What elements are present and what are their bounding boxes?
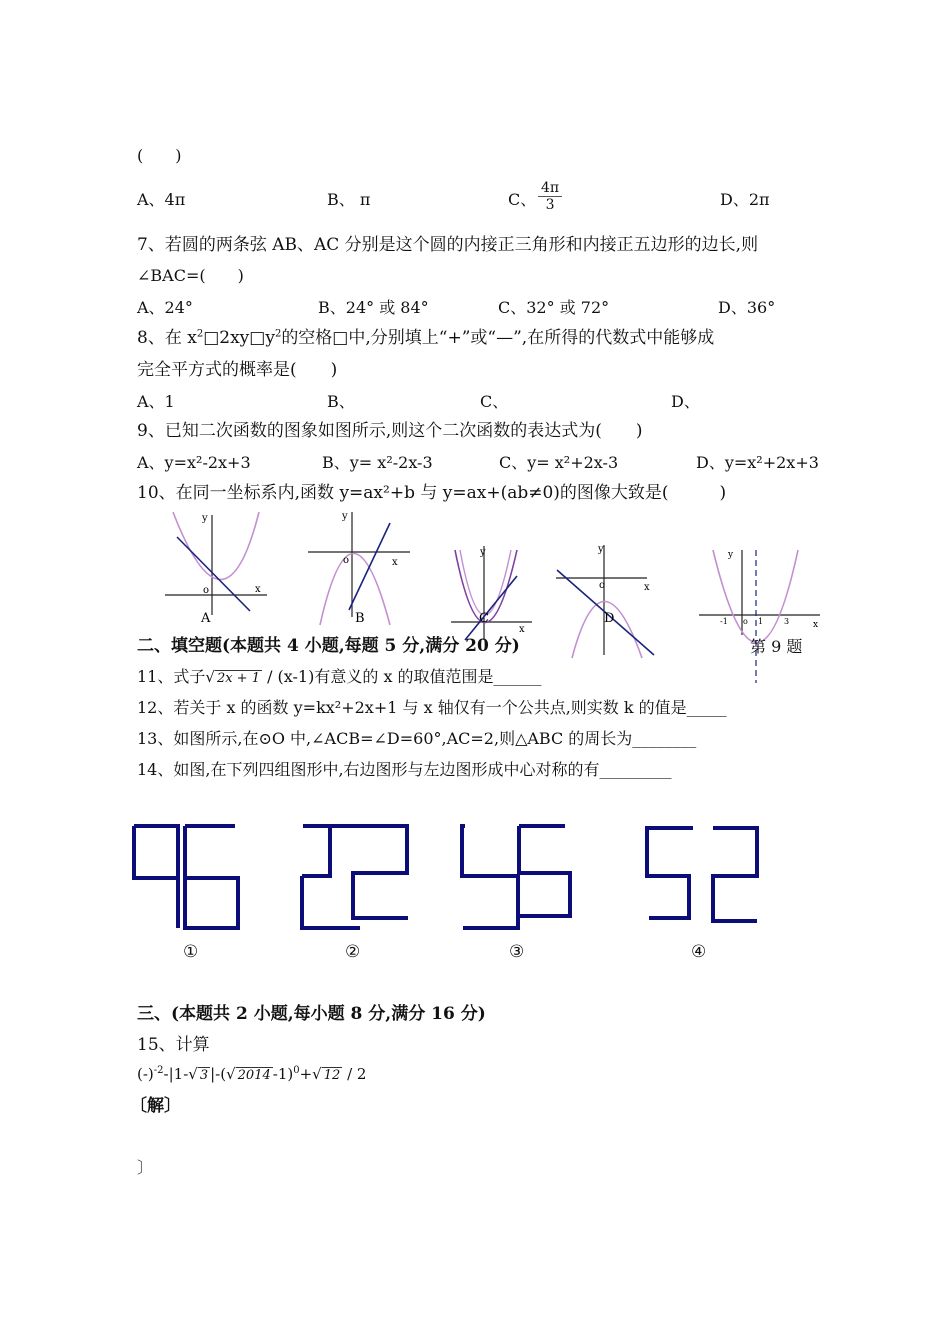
q7-option-b: B、24° 或 84° (318, 298, 429, 317)
sqrt-sign: √ (205, 668, 215, 686)
q11-prefix: 11、式子 (137, 667, 206, 686)
expr-radicand-2: 2014 (237, 1068, 271, 1083)
q10-line1: 10、在同一坐标系内,函数 y=ax²+b 与 y=ax+(ab≠0)的图像大致是( ) (137, 483, 727, 503)
expr-exponent-1: -2 (153, 1065, 164, 1076)
q8-option-a: A、1 (137, 392, 175, 411)
q15-solution-label: 〔解〕 (130, 1096, 181, 1116)
section2-heading: 二、填空题(本题共 4 小题,每题 5 分,满分 20 分) (137, 636, 520, 656)
fraction-numerator: 4π (538, 180, 562, 197)
graph-c-label: C (479, 611, 489, 626)
q9-option-b: B、y= x²-2x-3 (322, 453, 433, 472)
figure-3-left-digit (462, 826, 518, 928)
sqrt-sign: √ (188, 1065, 198, 1083)
expr-part-b: -|1- (163, 1065, 189, 1083)
q8-line1: 8、在 $x^2□2xy□y^2$的空格□中,分别填上“+”或“—”,在所得的代数式中能够成 (137, 328, 715, 348)
axis-y-label: y (728, 550, 734, 560)
q6-option-b: B、 π (327, 190, 371, 209)
figure-label-1: ① (183, 942, 199, 962)
q13-line: 13、如图所示,在⊙O 中,∠ACB=∠D=60°,AC=2,则△ABC 的周长为________ (137, 729, 697, 748)
axis-x-label: x (392, 557, 398, 568)
q6-option-d: D、2π (720, 190, 770, 209)
expr-exponent-2: 0 (293, 1065, 300, 1076)
section3-heading: 三、(本题共 2 小题,每小题 8 分,满分 16 分) (137, 1004, 486, 1024)
q9-option-c: C、y= x²+2x-3 (499, 453, 619, 472)
expr-part-c: |-( (210, 1065, 227, 1083)
expr-part-a: (-) (137, 1065, 154, 1083)
figure-4-left-digit (647, 828, 693, 918)
axis-x-label: x (644, 582, 650, 593)
expr-part-f: / 2 (347, 1065, 367, 1083)
origin-label: o (343, 555, 350, 566)
graph-b (302, 507, 422, 627)
q6-option-a: A、4π (137, 190, 186, 209)
graph-b-label: B (355, 611, 365, 626)
q6-paren: ( ) (137, 146, 182, 165)
q7-option-c: C、32° 或 72° (498, 298, 610, 317)
figure-9-caption: 第 9 题 (750, 637, 803, 656)
fraction-denominator: 3 (545, 197, 555, 213)
q7-line1: 7、若圆的两条弦 AB、AC 分别是这个圆的内接正三角形和内接正五边形的边长,则 (137, 235, 759, 255)
q6-option-c: C、 (508, 190, 537, 209)
figure-1-left-digit (134, 826, 178, 928)
tick-origin: o (743, 617, 748, 626)
q14-line: 14、如图,在下列四组图形中,右边图形与左边图形成中心对称的有_________ (137, 760, 672, 779)
q8-line1-part-b: □2xy□y (203, 328, 275, 348)
q7-option-d: D、36° (718, 298, 776, 317)
axis-y-label: y (480, 547, 486, 558)
q14-figures (125, 818, 805, 938)
figure-4-right-digit (713, 828, 757, 921)
q8-line2: 完全平方式的概率是( ) (137, 360, 338, 380)
axis-y-label: y (598, 544, 604, 555)
q11-radicand: 2x + 1 (216, 671, 260, 686)
q15-closing-bracket: 〕 (137, 1158, 154, 1177)
axis-x-label: x (255, 584, 261, 595)
figure-label-3: ③ (509, 942, 525, 962)
q8-option-c: C、 (480, 392, 509, 411)
q6-option-c-fraction (538, 180, 562, 213)
q9-line1: 9、已知二次函数的图象如图所示,则这个二次函数的表达式为( ) (137, 421, 643, 441)
tick-minus-one: -1 (720, 617, 728, 626)
expr-radicand-1: 3 (199, 1068, 209, 1083)
graph-d-label: D (604, 611, 615, 626)
origin-label: o (203, 585, 210, 596)
expr-part-d: -1) (272, 1065, 294, 1083)
sqrt-sign: √ (226, 1065, 236, 1083)
tick-three: 3 (784, 617, 790, 626)
graph-a-label: A (201, 611, 211, 626)
graph-d (552, 540, 672, 660)
q7-line2: ∠BAC=( ) (137, 266, 244, 285)
figure-9 (695, 545, 825, 685)
axis-y-label: y (202, 513, 208, 524)
q11-line (137, 667, 542, 689)
axis-x-label: x (519, 624, 525, 635)
figure-2-right-digit (330, 826, 408, 918)
q8-line1-part-c: 的空格□中,分别填上“+”或“—”,在所得的代数式中能够成 (281, 328, 715, 348)
axis-y-label: y (342, 511, 348, 522)
q15-expression (137, 1064, 366, 1086)
figure-1-right-digit (185, 826, 238, 928)
q8-option-d: D、 (671, 392, 700, 411)
q9-option-d: D、y=x²+2x+3 (696, 453, 819, 472)
axis-x-label: x (813, 620, 819, 630)
graph-a (155, 507, 275, 627)
tick-one: 1 (758, 617, 764, 626)
q8-option-b: B、 (327, 392, 355, 411)
figure-label-4: ④ (691, 942, 707, 962)
origin-label: o (599, 580, 606, 591)
sqrt-sign: √ (312, 1065, 322, 1083)
figure-3-right-digit (519, 826, 570, 916)
expr-radicand-3: 12 (323, 1068, 341, 1083)
q7-option-a: A、24° (137, 298, 193, 317)
q12-line: 12、若关于 x 的函数 y=kx²+2x+1 与 x 轴仅有一个公共点,则实数 k 的值是_____ (137, 698, 727, 717)
expr-part-e: + (299, 1065, 313, 1083)
q15-title: 15、计算 (137, 1035, 210, 1055)
q11-suffix: / (x-1)有意义的 x 的取值范围是______ (267, 667, 542, 686)
q8-line1-part-a: 8、在 x (137, 328, 197, 348)
figure-label-2: ② (345, 942, 361, 962)
q9-option-a: A、y=x²-2x+3 (137, 453, 251, 472)
